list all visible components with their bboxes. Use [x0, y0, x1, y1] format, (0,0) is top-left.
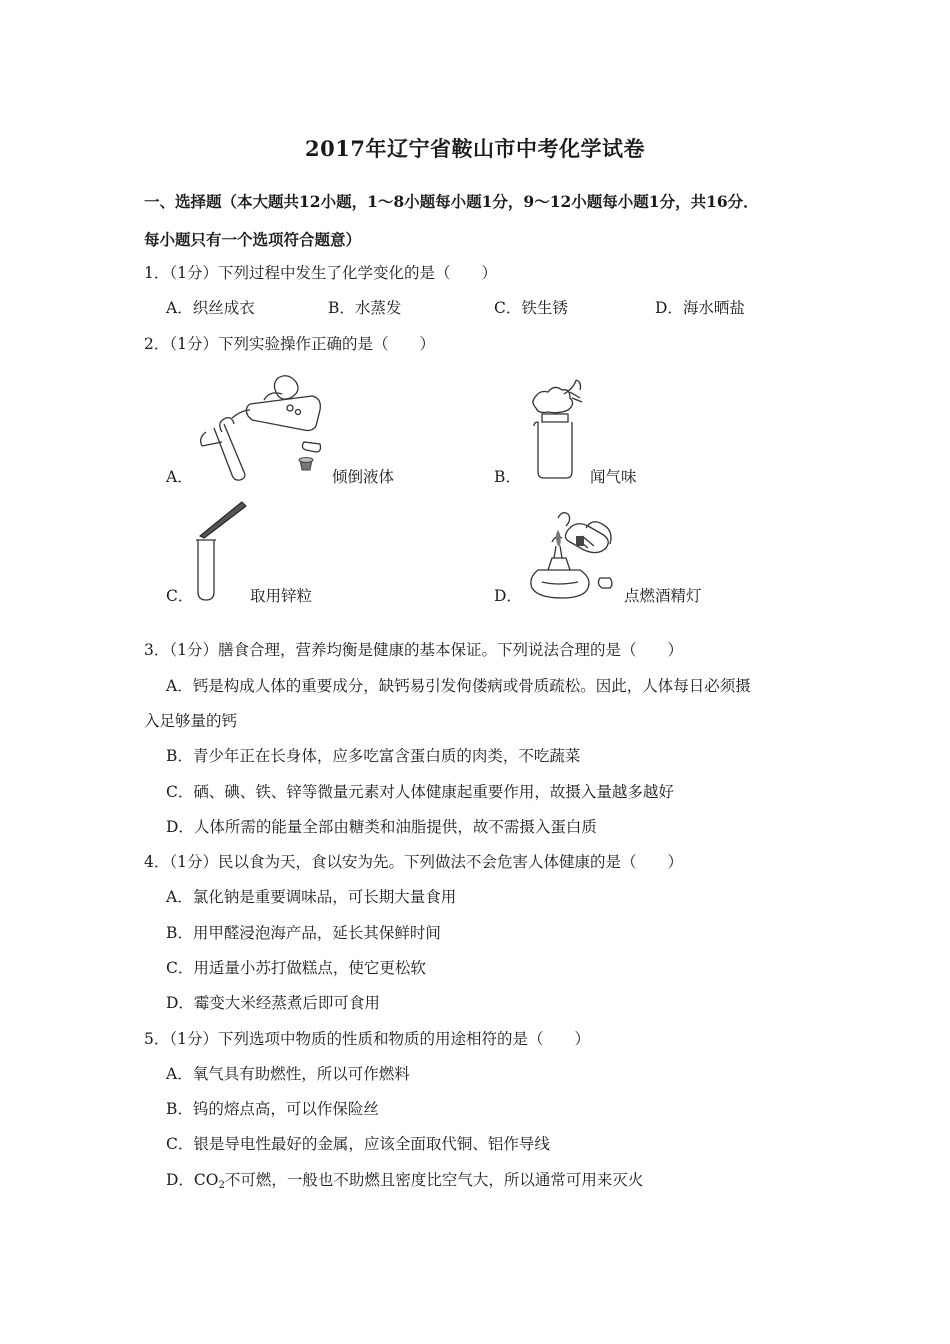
- question-5-option-d: [166, 1170, 643, 1196]
- question-3-option-b: B．青少年正在长身体，应多吃富含蛋白质的肉类，不吃蔬菜: [166, 747, 581, 765]
- page-title: 2017年辽宁省鞍山市中考化学试卷: [305, 136, 645, 161]
- question-3-option-c: C．硒、碘、铁、锌等微量元素对人体健康起重要作用，故摄入量越多越好: [166, 783, 674, 801]
- question-3-option-d: D．人体所需的能量全部由糖类和油脂提供，故不需摄入蛋白质: [166, 818, 597, 836]
- question-5-option-b: B．钨的熔点高，可以作保险丝: [166, 1100, 379, 1118]
- question-4-option-a: A．氯化钠是重要调味品，可长期大量食用: [166, 888, 457, 906]
- question-1-option-b: B．水蒸发: [328, 299, 402, 317]
- question-4-option-b: B．用甲醛浸泡海产品，延长其保鲜时间: [166, 924, 441, 942]
- question-2-stem: 2．（1分）下列实验操作正确的是（ ）: [144, 335, 435, 353]
- light-lamp-icon: [522, 506, 624, 604]
- section-heading-line1: 一、选择题（本大题共12小题，1～8小题每小题1分，9～12小题每小题1分，共16分．: [144, 192, 759, 211]
- section-heading-line2: 每小题只有一个选项符合题意）: [144, 230, 362, 249]
- add-zinc-icon: [194, 500, 250, 604]
- question-2-option-b-letter: B．: [494, 468, 521, 486]
- question-5-option-c: C．银是导电性最好的金属，应该全面取代铜、铝作导线: [166, 1135, 550, 1153]
- question-4-option-c: C．用适量小苏打做糕点，使它更松软: [166, 959, 426, 977]
- question-5-option-d-suffix: 不可燃，一般也不助燃且密度比空气大，所以通常可用来灭火: [224, 1171, 644, 1189]
- question-2-option-a-caption: 倾倒液体: [332, 468, 395, 486]
- question-2-option-d-letter: D．: [494, 587, 522, 605]
- question-2-option-a-letter: A．: [166, 468, 193, 486]
- question-3-option-a-line2: 入足够量的钙: [144, 712, 238, 730]
- question-1-stem: 1．（1分）下列过程中发生了化学变化的是（ ）: [144, 264, 497, 282]
- smell-gas-icon: [524, 376, 590, 480]
- question-3-stem: 3．（1分）膳食合理，营养均衡是健康的基本保证。下列说法合理的是（ ）: [144, 641, 683, 659]
- question-1-option-a: A．织丝成衣: [166, 299, 255, 317]
- question-2-option-c-letter: C．: [166, 587, 194, 605]
- question-4-stem: 4．（1分）民以食为天，食以安为先。下列做法不会危害人体健康的是（ ）: [144, 853, 683, 871]
- pour-liquid-icon: [192, 372, 332, 484]
- question-2-option-b-caption: 闻气味: [590, 468, 637, 486]
- question-2-option-c-caption: 取用锌粒: [250, 587, 313, 605]
- question-5-option-a: A．氧气具有助燃性，所以可作燃料: [166, 1065, 410, 1083]
- question-5-option-d-prefix: D．CO: [166, 1171, 219, 1189]
- question-3-option-a-line1: A．钙是构成人体的重要成分，缺钙易引发佝偻病或骨质疏松。因此，人体每日必须摄: [166, 677, 751, 695]
- co2-subscript: 2: [218, 1180, 225, 1191]
- question-4-option-d: D．霉变大米经蒸煮后即可食用: [166, 994, 380, 1012]
- question-5-stem: 5．（1分）下列选项中物质的性质和物质的用途相符的是（ ）: [144, 1030, 590, 1048]
- question-2-option-d-caption: 点燃酒精灯: [624, 587, 702, 605]
- question-1-option-d: D．海水晒盐: [655, 299, 745, 317]
- question-1-option-c: C．铁生锈: [494, 299, 568, 317]
